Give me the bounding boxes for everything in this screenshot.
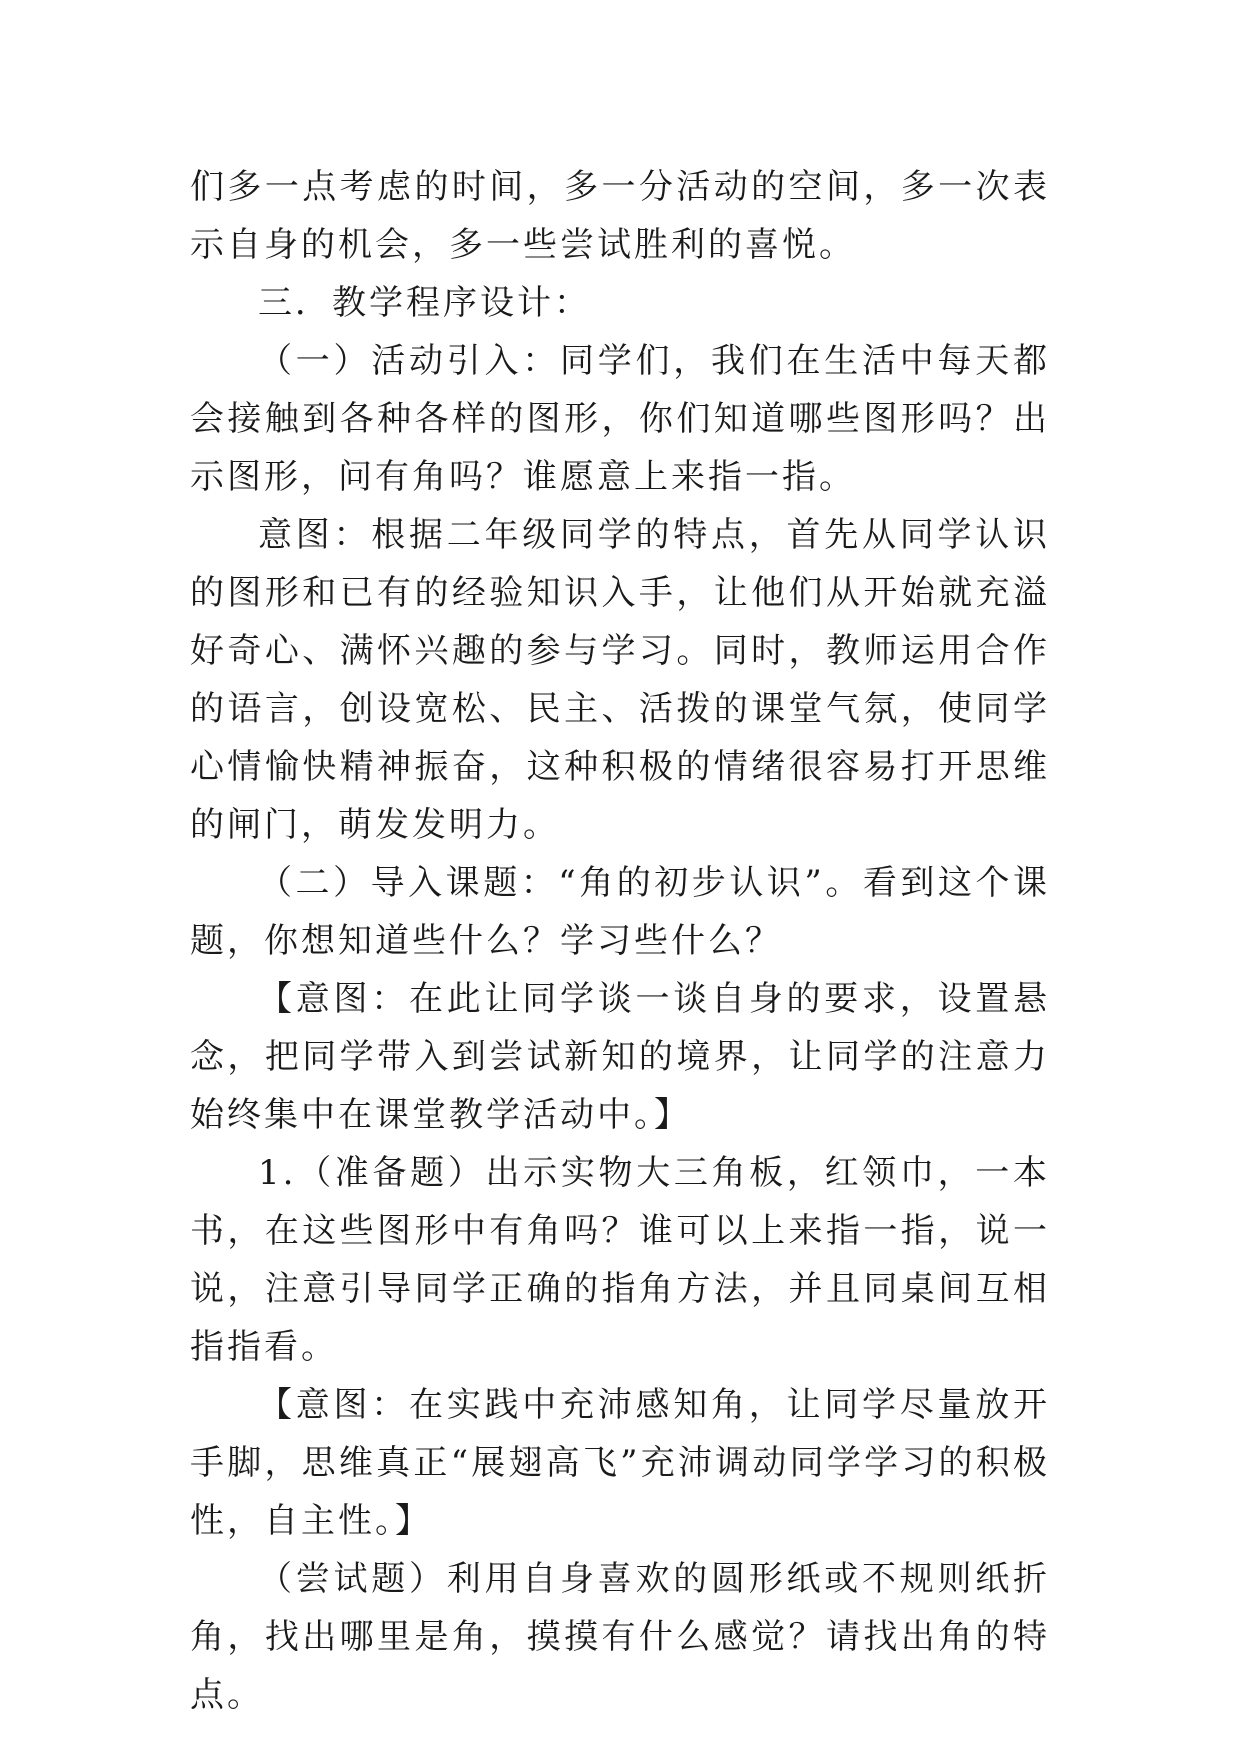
document-body bbox=[190, 158, 1050, 1724]
paragraph-intent-1: 意图：根据二年级同学的特点，首先从同学认识的图形和已有的经验知识入手，让他们从开始就充溢好奇心、满怀兴趣的参与学习。同时，教师运用合作的语言，创设宽松、民主、活拨的课堂气氛，使同学心情愉快精神振奋，这种积极的情绪很容易打开思维的闸门，萌发发明力。 bbox=[190, 515, 1050, 845]
paragraph-continuation: 们多一点考虑的时间，多一分活动的空间，多一次表示自身的机会，多一些尝试胜利的喜悦。 bbox=[190, 167, 1050, 265]
paragraph-intent-2: 【意图：在此让同学谈一谈自身的要求，设置悬念，把同学带入到尝试新知的境界，让同学的注意力始终集中在课堂教学活动中。】 bbox=[190, 979, 1050, 1135]
paragraph-trial: （尝试题）利用自身喜欢的圆形纸或不规则纸折角，找出哪里是角，摸摸有什么感觉？请找出角的特点。 bbox=[190, 1559, 1050, 1715]
paragraph-activity-intro: （一）活动引入：同学们，我们在生活中每天都会接触到各种各样的图形，你们知道哪些图形吗？出示图形，问有角吗？谁愿意上来指一指。 bbox=[190, 341, 1050, 497]
paragraph-topic-intro: （二）导入课题：“角的初步认识”。看到这个课题，你想知道些什么？学习些什么？ bbox=[190, 863, 1050, 961]
paragraph-intent-3: 【意图：在实践中充沛感知角，让同学尽量放开手脚，思维真正“展翅高飞”充沛调动同学学习的积极性，自主性。】 bbox=[190, 1385, 1050, 1541]
paragraph-preparation: 1.（准备题）出示实物大三角板，红领巾，一本书，在这些图形中有角吗？谁可以上来指一指，说一说，注意引导同学正确的指角方法，并且同桌间互相指指看。 bbox=[190, 1153, 1050, 1367]
section-heading: 三．教学程序设计： bbox=[258, 283, 591, 323]
